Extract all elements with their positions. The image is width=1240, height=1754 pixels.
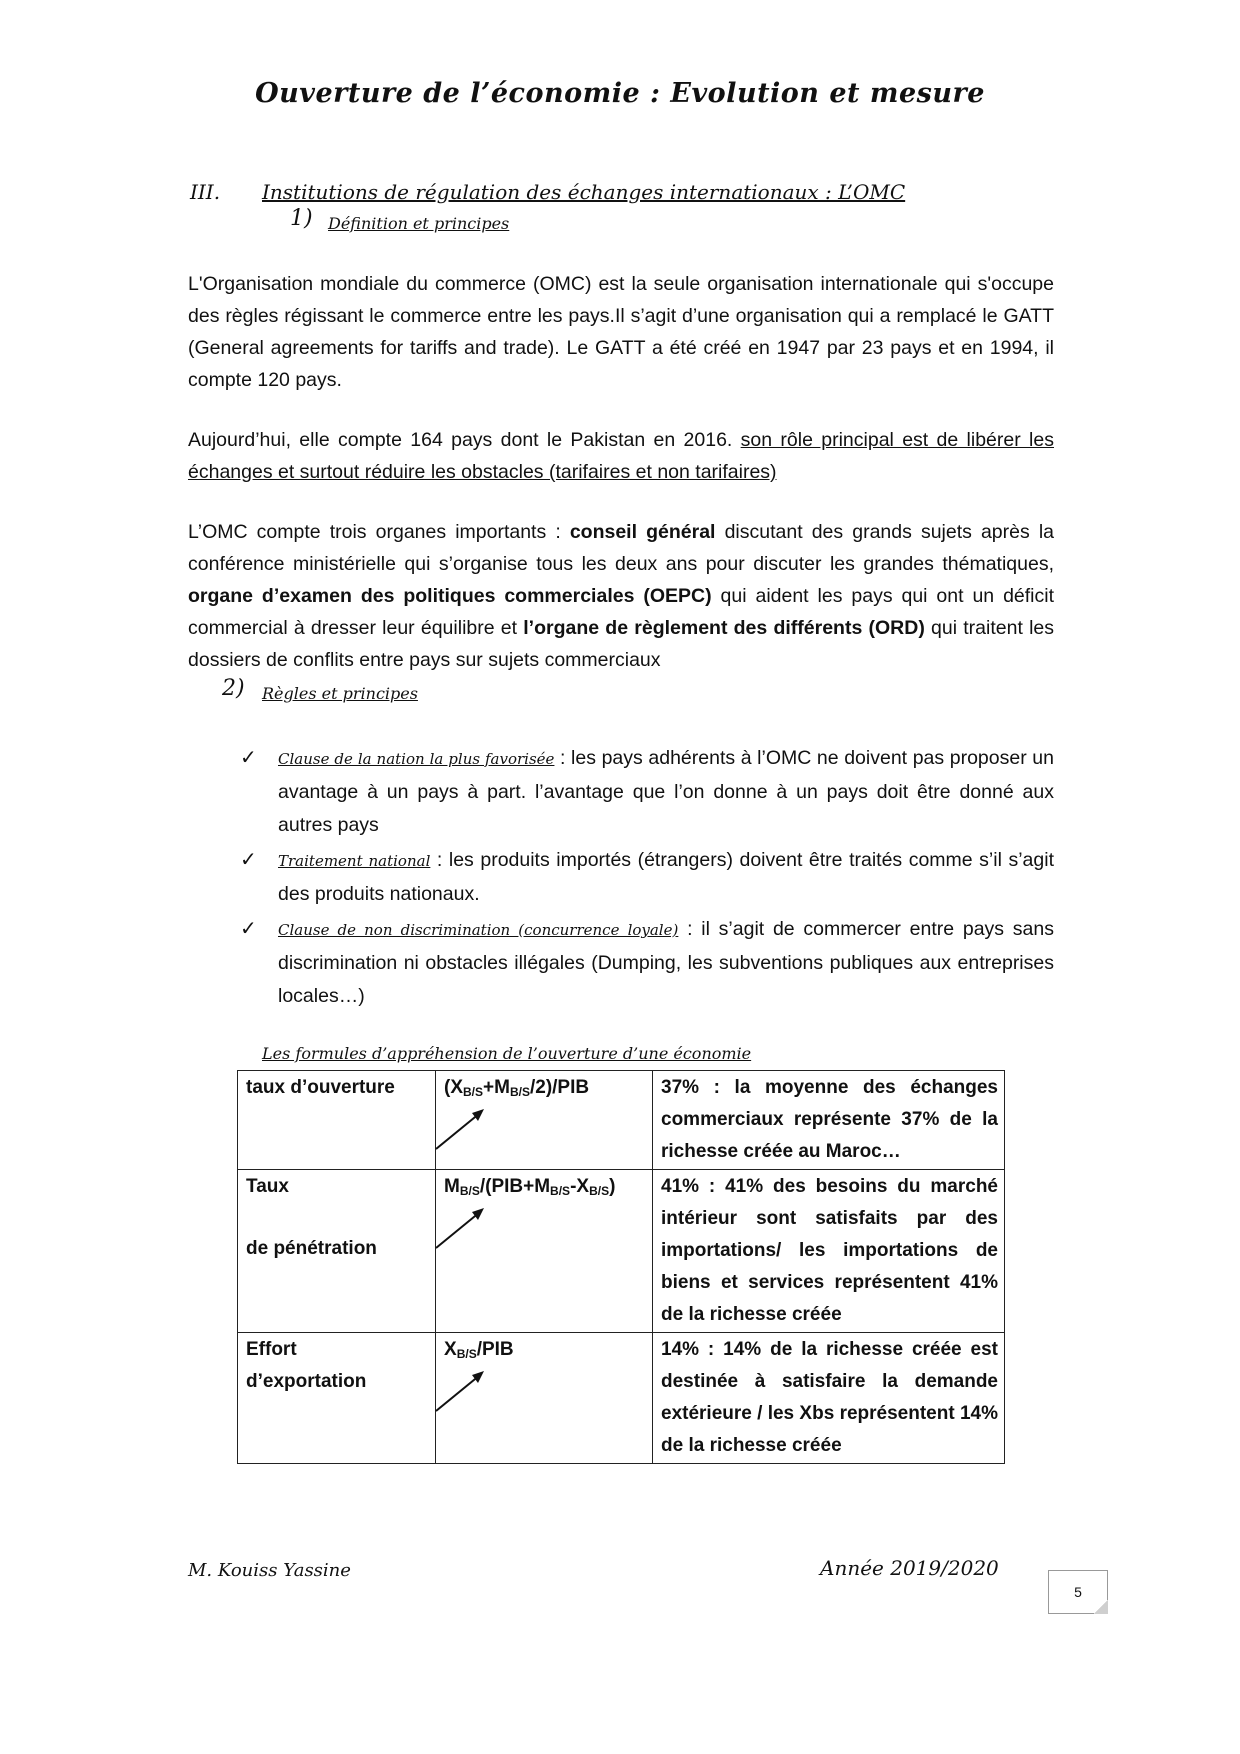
members-text: Aujourd’hui, elle compte 164 pays dont le Pakistan en 2016. [188,429,741,451]
formula-cell [436,1071,653,1170]
checkmark-icon: ✓ [240,918,257,940]
formula: $M_{B/S}/(PIB+M_{B/S}-X_{B/S})$ [444,1176,616,1198]
table-row [238,1170,1005,1333]
paragraph-omc-definition: L'Organisation mondiale du commerce (OMC) est la seule organisation internationale qui s'occupe des règles régissant le commerce entre les pays.Il s’agit d’une organisation qui a remplacé le GATT (General agreements for tariffs and trade). Le GATT a été créé en 1947 par 23 pays et en 1994, il compte 120 pays. [188,273,1054,391]
indicator-label: taux d’ouverture [246,1077,395,1098]
checkmark-icon: ✓ [240,747,257,769]
rule-term: Clause de non discrimination (concurrence loyale) [278,921,679,939]
table-row [238,1333,1005,1464]
indicator-label-line2: de pénétration [246,1238,377,1259]
page-number: 5 [1074,1584,1082,1600]
organ-oepc: organe d’examen des politiques commerciales (OEPC) [188,585,712,607]
description-cell: 37% : la moyenne des échanges commerciaux représente 37% de la richesse créée au Maroc… [653,1071,1005,1170]
table-caption: Les formules d’appréhension de l’ouverture d’une économie [262,1044,752,1063]
description-cell: 41% : 41% des besoins du marché intérieur sont satisfaits par des importations/ les importations de biens et services représentent 41% de la richesse créée [653,1170,1005,1333]
paragraph-omc-organs [188,516,1054,676]
rule-text: : il s’agit de commercer entre pays sans discrimination ni obstacles illégales (Dumping, les subventions publiques aux entreprises locales…) [278,918,1054,1007]
indicator-cell [238,1333,436,1464]
organs-text-4: qui traitent les dossiers de conflits entre pays sur sujets commerciaux [188,617,1054,671]
list-item [240,844,1054,911]
indicator-label-line2: d’exportation [246,1371,367,1392]
rule-term: Clause de la nation la plus favorisée [278,750,555,768]
indicator-cell [238,1071,436,1170]
formula: $(X_{B/S}+M_{B/S}/2)$/PIB [444,1077,590,1099]
organs-text-3: qui aident les pays qui ont un déficit commercial à dresser leur équilibre et [188,585,1055,639]
arrow-up-right-icon [430,1367,490,1417]
list-item [240,742,1054,842]
organs-text-2: discutant des grands sujets après la conférence ministérielle qui s’organise tous les deux ans pour discuter les grandes thématiques, [188,521,1055,575]
rules-list [240,742,1054,1015]
table-row [238,1071,1005,1170]
formula-cell [436,1333,653,1464]
rule-term: Traitement national [278,852,431,870]
indicator-label: Taux [246,1176,289,1197]
page-title: Ouverture de l’économie : Evolution et mesure [255,78,985,109]
subsection-1-title: Définition et principes [328,214,510,233]
subsection-2-title: Règles et principes [262,684,418,703]
footer-year: Année 2019/2020 [820,1556,999,1580]
checkmark-icon: ✓ [240,849,257,871]
list-item [240,913,1054,1013]
description-cell: 14% : 14% de la richesse créée est destinée à satisfaire la demande extérieure / les Xbs représentent 14% de la richesse créée [653,1333,1005,1464]
subsection-1-number: 1) [290,206,313,231]
organs-text-1: L’OMC compte trois organes importants : [188,521,570,543]
formula-cell [436,1170,653,1333]
rule-text: : les produits importés (étrangers) doivent être traités comme s’il s’agit des produits nationaux. [278,849,1054,905]
footer-author: M. Kouiss Yassine [188,1560,351,1581]
arrow-up-right-icon [430,1105,490,1155]
formulas-table [237,1070,1005,1464]
rule-text: : les pays adhérents à l’OMC ne doivent pas proposer un avantage à un pays à part. l’avantage que l’on donne à un pays doit être donné aux autres pays [278,747,1054,836]
formula: $X_{B/S}$/PIB [444,1339,514,1361]
omc-role-text: son rôle principal est de libérer les échanges et surtout réduire les obstacles (tarifaires et non tarifaires) [188,429,1054,483]
organ-general-council: conseil général [569,521,716,543]
paragraph-omc-members [188,424,1054,488]
indicator-cell [238,1170,436,1333]
subsection-2-number: 2) [222,676,245,701]
page-fold-icon [1094,1600,1108,1614]
section-title: Institutions de régulation des échanges internationaux : L’OMC [262,180,906,204]
indicator-label: Effort [246,1339,297,1360]
page-number-box [1048,1570,1108,1614]
arrow-up-right-icon [430,1204,490,1254]
organ-ord: l’organe de règlement des différents (ORD) [523,617,925,639]
section-number: III. [190,180,221,204]
